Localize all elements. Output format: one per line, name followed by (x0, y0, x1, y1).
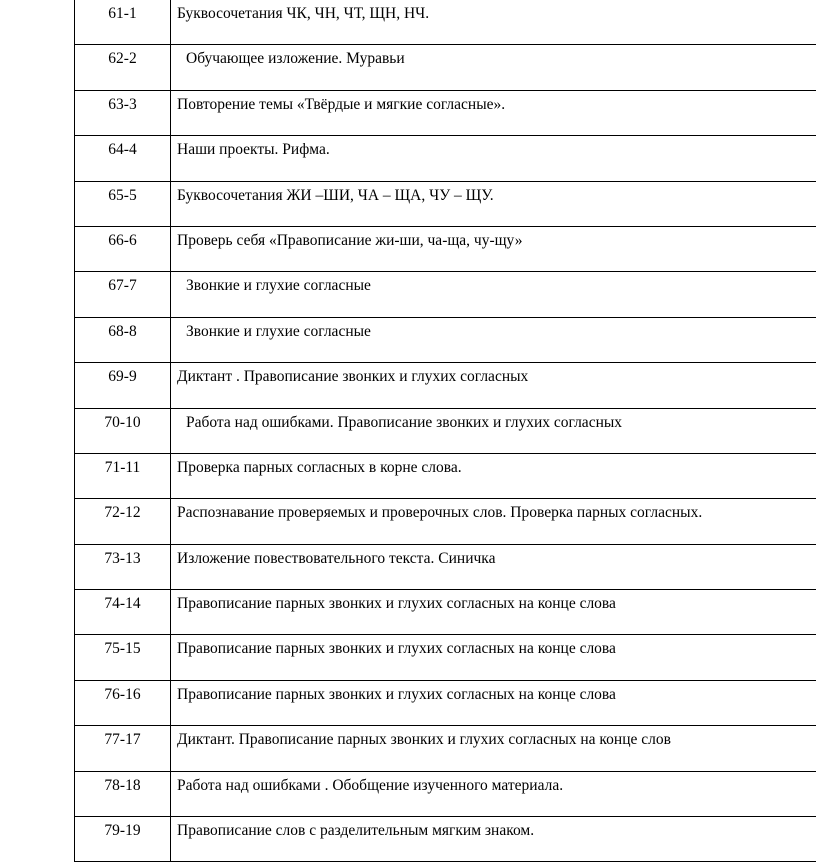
lesson-number: 65-5 (75, 181, 171, 226)
lesson-topic: Буквосочетания ЖИ –ШИ, ЧА – ЩА, ЧУ – ЩУ. (171, 181, 816, 226)
lesson-topic: Работа над ошибками . Обобщение изученного материала. (171, 771, 816, 816)
table-row (75, 726, 816, 771)
lesson-topic: Правописание слов с разделительным мягким знаком. (171, 817, 816, 862)
lesson-plan-body (75, 0, 816, 862)
lesson-number: 78-18 (75, 771, 171, 816)
table-row (75, 408, 816, 453)
lesson-number: 63-3 (75, 90, 171, 135)
lesson-topic: Правописание парных звонких и глухих согласных на конце слова (171, 590, 816, 635)
lesson-number: 71-11 (75, 453, 171, 498)
lesson-topic: Обучающее изложение. Муравьи (171, 45, 816, 90)
lesson-topic: Проверка парных согласных в корне слова. (171, 453, 816, 498)
lesson-number: 73-13 (75, 544, 171, 589)
lesson-topic: Звонкие и глухие согласные (171, 272, 816, 317)
table-row (75, 635, 816, 680)
lesson-topic: Звонкие и глухие согласные (171, 317, 816, 362)
lesson-number: 61-1 (75, 0, 171, 45)
lesson-plan-page (74, 0, 816, 862)
table-row (75, 499, 816, 544)
lesson-number: 75-15 (75, 635, 171, 680)
table-row (75, 817, 816, 862)
table-row (75, 226, 816, 271)
table-row (75, 136, 816, 181)
lesson-topic: Диктант. Правописание парных звонких и глухих согласных на конце слов (171, 726, 816, 771)
lesson-number: 62-2 (75, 45, 171, 90)
table-row (75, 0, 816, 45)
lesson-number: 69-9 (75, 363, 171, 408)
lesson-number: 74-14 (75, 590, 171, 635)
lesson-number: 68-8 (75, 317, 171, 362)
lesson-number: 79-19 (75, 817, 171, 862)
table-row (75, 453, 816, 498)
table-row (75, 181, 816, 226)
lesson-number: 70-10 (75, 408, 171, 453)
table-row (75, 363, 816, 408)
lesson-topic: Диктант . Правописание звонких и глухих согласных (171, 363, 816, 408)
lesson-number: 76-16 (75, 680, 171, 725)
lesson-number: 64-4 (75, 136, 171, 181)
lesson-number: 72-12 (75, 499, 171, 544)
lesson-topic: Правописание парных звонких и глухих согласных на конце слова (171, 680, 816, 725)
lesson-topic: Проверь себя «Правописание жи-ши, ча-ща, чу-щу» (171, 226, 816, 271)
lesson-number: 66-6 (75, 226, 171, 271)
lesson-topic: Наши проекты. Рифма. (171, 136, 816, 181)
lesson-topic: Повторение темы «Твёрдые и мягкие согласные». (171, 90, 816, 135)
lesson-topic: Работа над ошибками. Правописание звонких и глухих согласных (171, 408, 816, 453)
table-row (75, 272, 816, 317)
lesson-topic: Изложение повествовательного текста. Синичка (171, 544, 816, 589)
lesson-number: 67-7 (75, 272, 171, 317)
lesson-topic: Распознавание проверяемых и проверочных слов. Проверка парных согласных. (171, 499, 816, 544)
lesson-plan-table (74, 0, 816, 862)
table-row (75, 45, 816, 90)
table-row (75, 90, 816, 135)
table-row (75, 544, 816, 589)
table-row (75, 317, 816, 362)
lesson-number: 77-17 (75, 726, 171, 771)
lesson-topic: Буквосочетания ЧК, ЧН, ЧТ, ЩН, НЧ. (171, 0, 816, 45)
table-row (75, 590, 816, 635)
lesson-topic: Правописание парных звонких и глухих согласных на конце слова (171, 635, 816, 680)
table-row (75, 680, 816, 725)
